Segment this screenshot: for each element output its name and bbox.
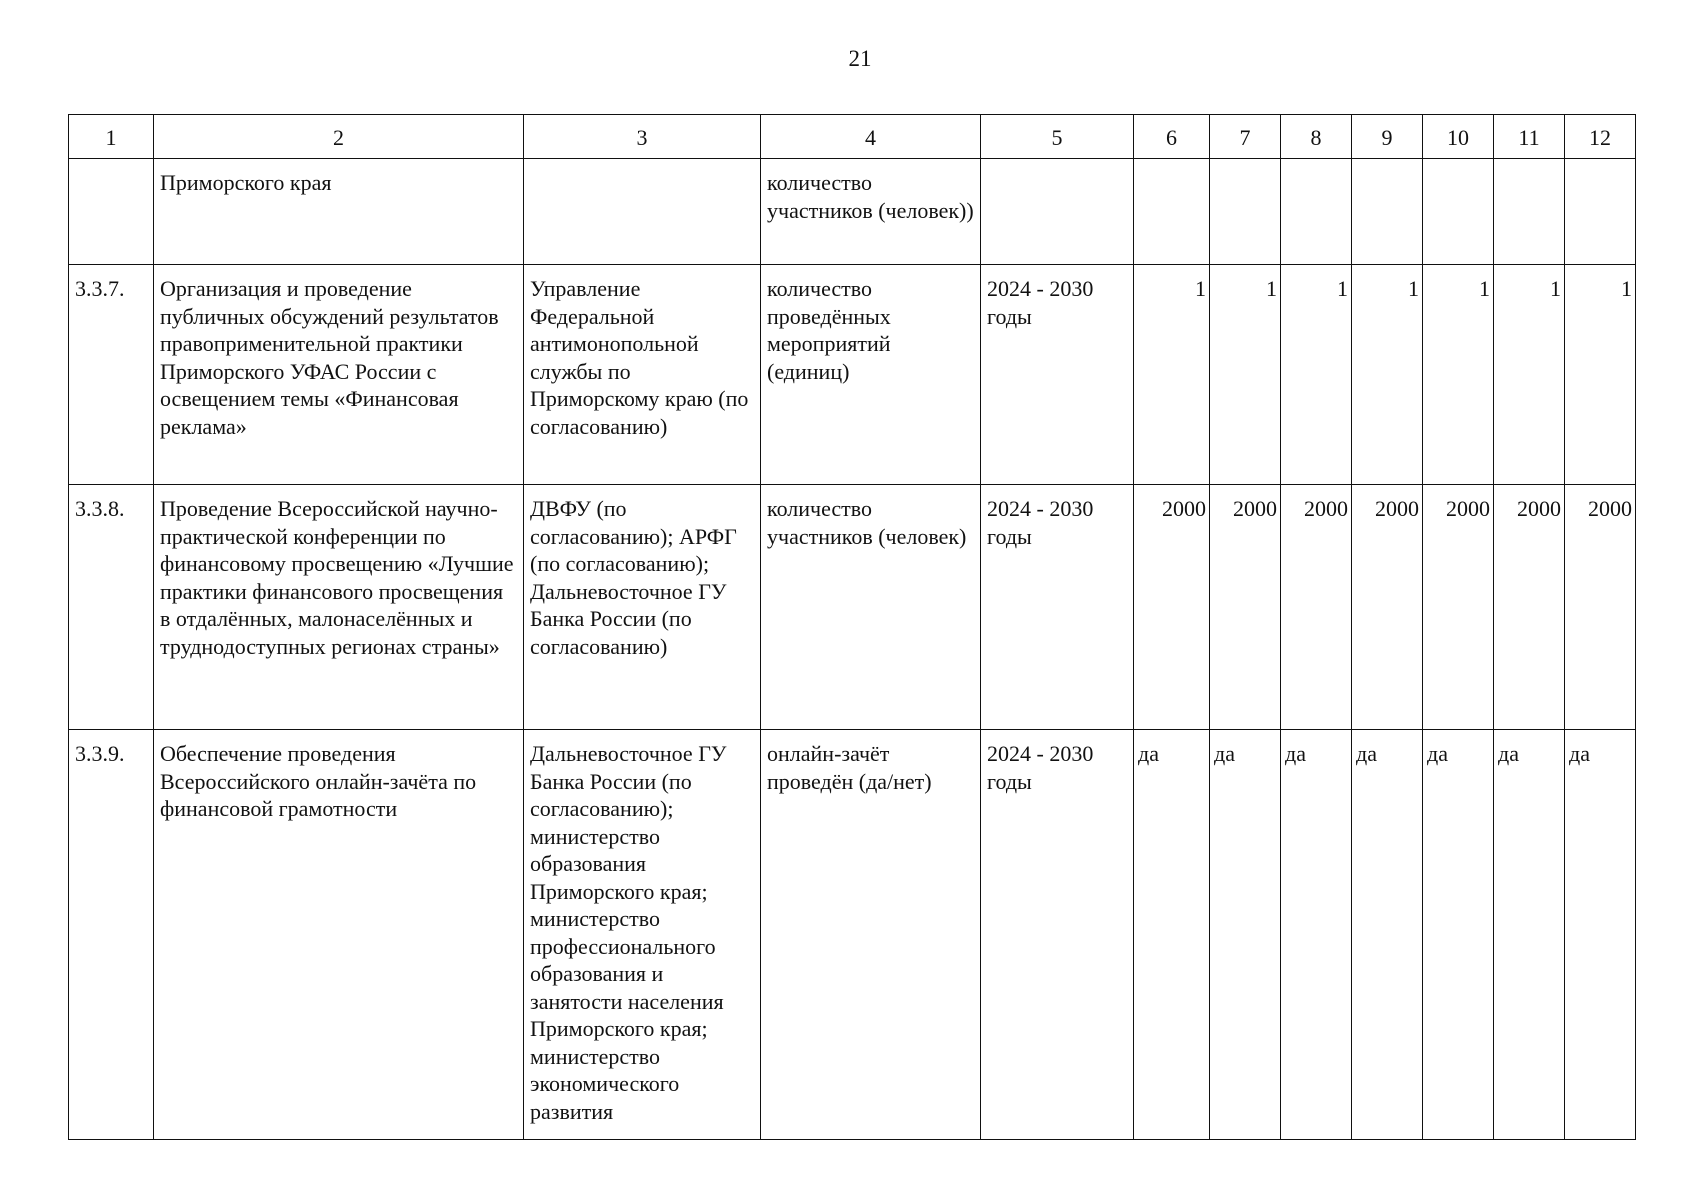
- period-cell: 2024 - 2030 годы: [981, 730, 1134, 1140]
- activity-cell: Приморского края: [154, 159, 524, 265]
- value-cell: да: [1134, 730, 1210, 1140]
- responsible-cell: ДВФУ (по согласованию); АРФГ (по согласованию); Дальневосточное ГУ Банка России (по согласованию): [524, 485, 761, 730]
- column-number-cell: 7: [1210, 115, 1281, 159]
- column-number-cell: 8: [1281, 115, 1352, 159]
- value-cell: 2000: [1281, 485, 1352, 730]
- value-cell: 1: [1423, 265, 1494, 485]
- column-number-cell: 12: [1565, 115, 1636, 159]
- column-number-cell: 10: [1423, 115, 1494, 159]
- row-id-cell: 3.3.7.: [69, 265, 154, 485]
- value-cell: да: [1423, 730, 1494, 1140]
- responsible-cell: Дальневосточное ГУ Банка России (по согласованию); министерство образования Приморского края; министерство профессионального образования и занятости населения Приморского края; министерство экономического развития: [524, 730, 761, 1140]
- column-number-cell: 9: [1352, 115, 1423, 159]
- table-row: [69, 265, 1636, 485]
- value-cell: [1423, 159, 1494, 265]
- value-cell: [1565, 159, 1636, 265]
- column-number-row: [69, 115, 1636, 159]
- value-cell: 1: [1565, 265, 1636, 485]
- column-number-cell: 1: [69, 115, 154, 159]
- value-cell: [1352, 159, 1423, 265]
- value-cell: да: [1281, 730, 1352, 1140]
- value-cell: да: [1565, 730, 1636, 1140]
- column-number-cell: 3: [524, 115, 761, 159]
- responsible-cell: Управление Федеральной антимонопольной службы по Приморскому краю (по согласованию): [524, 265, 761, 485]
- table-row: [69, 159, 1636, 265]
- column-number-cell: 4: [761, 115, 981, 159]
- value-cell: 1: [1281, 265, 1352, 485]
- value-cell: [1281, 159, 1352, 265]
- value-cell: [1494, 159, 1565, 265]
- column-number-cell: 2: [154, 115, 524, 159]
- row-id-cell: [69, 159, 154, 265]
- indicator-cell: количество участников (человек): [761, 485, 981, 730]
- value-cell: да: [1352, 730, 1423, 1140]
- value-cell: 1: [1352, 265, 1423, 485]
- page-number: 21: [848, 46, 872, 71]
- value-cell: 2000: [1423, 485, 1494, 730]
- value-cell: 1: [1134, 265, 1210, 485]
- value-cell: 2000: [1494, 485, 1565, 730]
- period-cell: 2024 - 2030 годы: [981, 265, 1134, 485]
- indicator-cell: онлайн-зачёт проведён (да/нет): [761, 730, 981, 1140]
- activity-cell: Организация и проведение публичных обсуждений результатов правоприменительной практики Приморского УФАС России с освещением темы «Финансовая реклама»: [154, 265, 524, 485]
- value-cell: 1: [1210, 265, 1281, 485]
- column-number-cell: 11: [1494, 115, 1565, 159]
- value-cell: да: [1210, 730, 1281, 1140]
- value-cell: [1134, 159, 1210, 265]
- period-cell: [981, 159, 1134, 265]
- activity-cell: Обеспечение проведения Всероссийского онлайн-зачёта по финансовой грамотности: [154, 730, 524, 1140]
- indicator-cell: количество проведённых мероприятий (единиц): [761, 265, 981, 485]
- column-number-cell: 5: [981, 115, 1134, 159]
- table-row: [69, 485, 1636, 730]
- value-cell: 2000: [1352, 485, 1423, 730]
- column-number-cell: 6: [1134, 115, 1210, 159]
- indicator-cell: количество участников (человек)): [761, 159, 981, 265]
- value-cell: [1210, 159, 1281, 265]
- row-id-cell: 3.3.8.: [69, 485, 154, 730]
- value-cell: да: [1494, 730, 1565, 1140]
- row-id-cell: 3.3.9.: [69, 730, 154, 1140]
- responsible-cell: [524, 159, 761, 265]
- value-cell: 2000: [1210, 485, 1281, 730]
- activity-cell: Проведение Всероссийской научно-практической конференции по финансовому просвещению «Лучшие практики финансового просвещения в отдалённых, малонаселённых и труднодоступных регионах страны»: [154, 485, 524, 730]
- period-cell: 2024 - 2030 годы: [981, 485, 1134, 730]
- value-cell: 2000: [1565, 485, 1636, 730]
- value-cell: 1: [1494, 265, 1565, 485]
- table-row: [69, 730, 1636, 1140]
- value-cell: 2000: [1134, 485, 1210, 730]
- activity-plan-table: [68, 114, 1636, 1140]
